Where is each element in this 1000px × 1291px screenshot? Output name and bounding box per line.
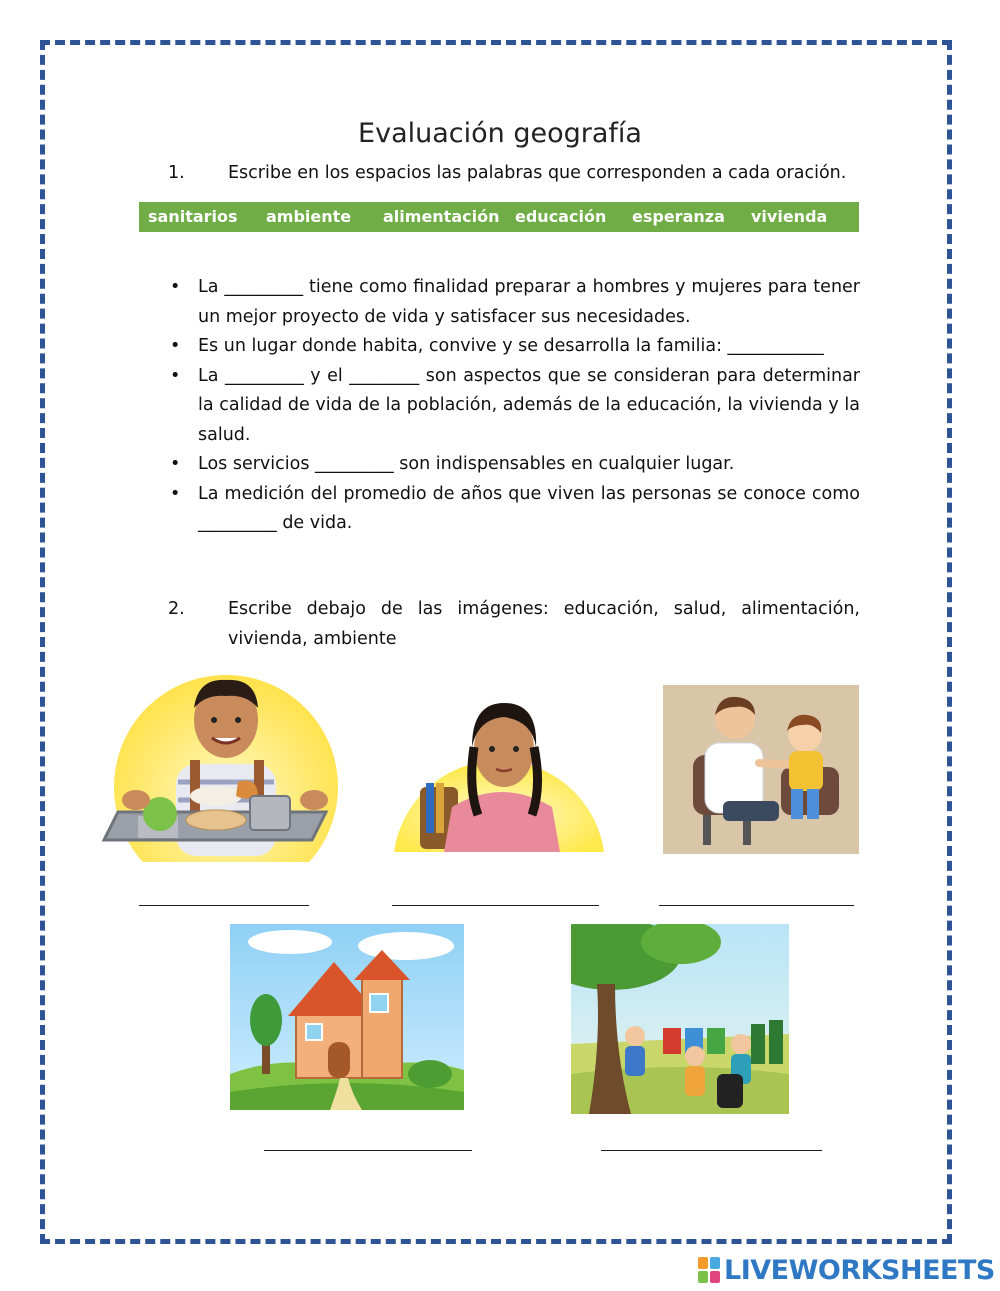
- sentence-item[interactable]: • La medición del promedio de años que viven las personas se conoce como _________ de vida.: [170, 480, 860, 539]
- answer-line-image-5[interactable]: [601, 1150, 822, 1151]
- house-illustration: [230, 924, 464, 1110]
- answer-line-image-3[interactable]: [659, 905, 854, 906]
- girl-backpack-illustration: [392, 687, 606, 852]
- answer-line-image-2[interactable]: [392, 905, 599, 906]
- worksheet-title: Evaluación geografía: [358, 118, 642, 149]
- word-bank-item: ambiente: [266, 207, 352, 226]
- boy-food-tray-illustration: [98, 672, 338, 862]
- logo-mark-icon: [698, 1257, 720, 1283]
- children-park-cleanup-illustration: [571, 924, 789, 1114]
- word-bank-item: educación: [515, 207, 607, 226]
- sentence-item[interactable]: • La _________ y el ________ son aspectos que se consideran para determinar la calidad de vida de la población, además de la educación, la vivienda y la salud.: [170, 362, 860, 451]
- doctor-child-illustration: [663, 685, 859, 854]
- word-bank-item: alimentación: [383, 207, 500, 226]
- word-bank-item: esperanza: [632, 207, 725, 226]
- word-bank: [139, 202, 859, 232]
- sentence-item[interactable]: • La _________ tiene como finalidad preparar a hombres y mujeres para tener un mejor proyecto de vida y satisfacer sus necesidades.: [170, 273, 860, 332]
- sentence-list: [170, 273, 860, 539]
- answer-line-image-4[interactable]: [264, 1150, 472, 1151]
- question-1-number: 1.: [168, 163, 185, 183]
- sentence-item[interactable]: • Los servicios _________ son indispensables en cualquier lugar.: [170, 450, 860, 480]
- question-2: [168, 594, 860, 656]
- question-1-text: Escribe en los espacios las palabras que corresponden a cada oración.: [228, 163, 847, 183]
- question-2-number: 2.: [168, 599, 185, 619]
- logo-wordmark: LIVEWORKSHEETS: [724, 1254, 995, 1286]
- question-1: [168, 158, 868, 188]
- liveworksheets-logo: [698, 1254, 995, 1286]
- sentence-item[interactable]: • Es un lugar donde habita, convive y se desarrolla la familia: ___________: [170, 332, 860, 362]
- word-bank-item: vivienda: [751, 207, 828, 226]
- question-2-text: Escribe debajo de las imágenes: educación, salud, alimentación, vivienda, ambiente: [228, 599, 860, 649]
- word-bank-item: sanitarios: [148, 207, 238, 226]
- answer-line-image-1[interactable]: [139, 905, 309, 906]
